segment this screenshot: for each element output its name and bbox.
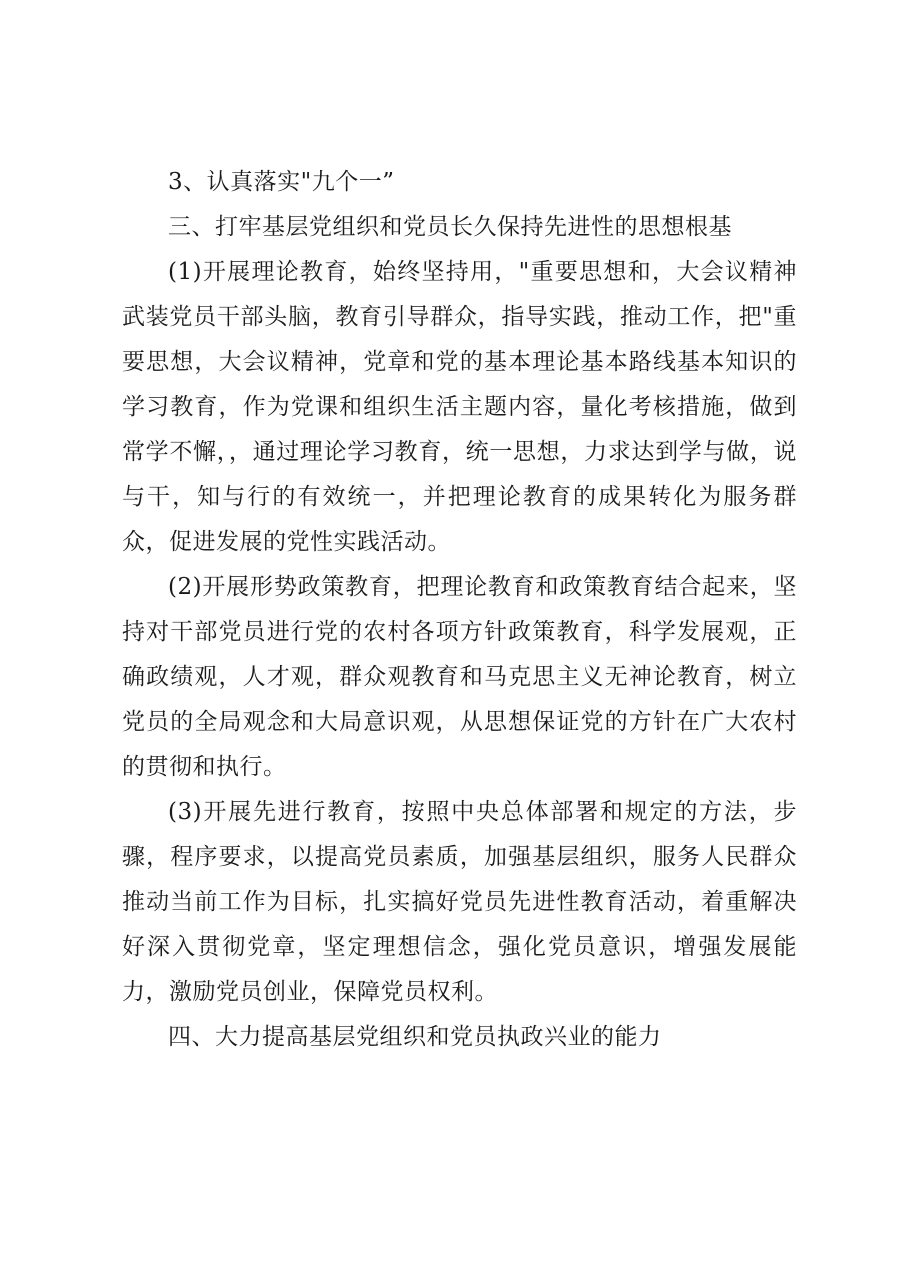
subsection-heading-3: 3、认真落实"九个一”	[168, 169, 395, 195]
paragraph-theory-education: (1)开展理论教育，始终坚持用，"重要思想和，大会议精神武装党员干部头脑，教育引导群众，指导实践，推动工作，把"重要思想，大会议精神，党章和党的基本理论基本路线基本知识的学习教育，作为党课和组织生活主题内容，量化考核措施，做到常学不懈，，通过理论学习教育，统一思想，力求达到学与做，说与干，知与行的有效统一，并把理论教育的成果转化为服务群众，促进发展的党性实践活动。	[122, 259, 797, 555]
document-body	[122, 160, 797, 1060]
paragraph-policy-education: (2)开展形势政策教育，把理论教育和政策教育结合起来，坚持对干部党员进行党的农村各项方针政策教育，科学发展观，正确政绩观，人才观，群众观教育和马克思主义无神论教育，树立党员的全局观念和大局意识观，从思想保证党的方针在广大农村的贯彻和执行。	[122, 574, 797, 780]
paragraph-advanced-education: (3)开展先进行教育，按照中央总体部署和规定的方法，步骤，程序要求，以提高党员素质，加强基层组织，服务人民群众推动当前工作为目标，扎实搞好党员先进性教育活动，着重解决好深入贯彻党章，坚定理想信念，强化党员意识，增强发展能力，激励党员创业，保障党员权利。	[122, 799, 797, 1005]
section-heading-4: 四、大力提高基层党组织和党员执政兴业的能力	[168, 1024, 662, 1050]
section-heading-3: 三、打牢基层党组织和党员长久保持先进性的思想根基	[168, 214, 732, 240]
